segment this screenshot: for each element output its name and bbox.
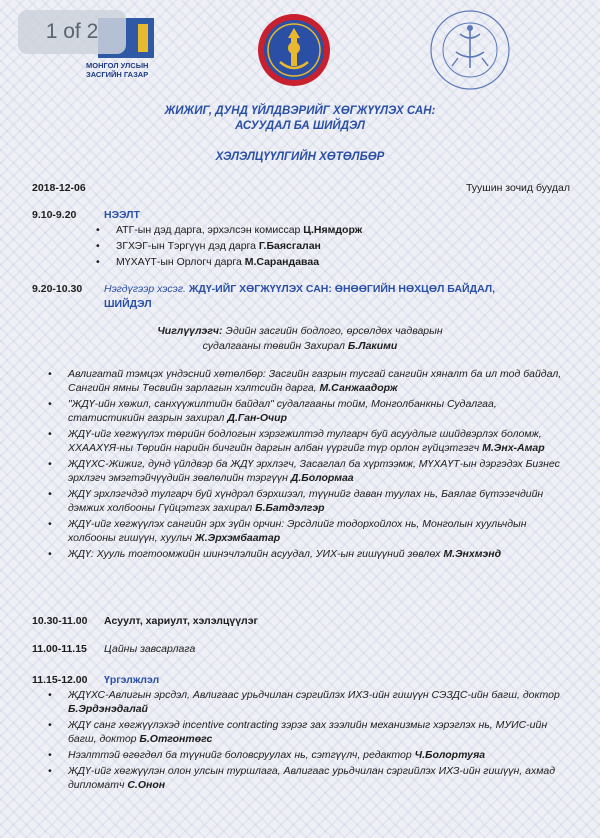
list-item: • Авлигатай тэмцэх үндэсний хөтөлбөр: Засгийн газрын тусгай сангийн хяналт ба ил тод байдал, Сангийн ямны Төсвийн зарлагын хэлтсийн дарга, М.Санжаадорж <box>44 367 574 395</box>
opening-speakers-list <box>92 223 572 271</box>
session-heading: Нэгдүгээр хэсэг. ЖДҮ-ИЙГ ХӨГЖҮҮЛЭХ САН: ӨНӨӨГИЙН НӨХЦӨЛ БАЙДАЛ, <box>104 283 496 295</box>
moderator-block: Чиглүүлэгч: Эдийн засгийн бодлого, өрсөлдөх чадварын судалгааны төвийн Захирал Б.Лакими <box>157 325 443 352</box>
session-time: 10.30-11.00 <box>32 615 88 627</box>
list-item: • ЖДҮ санг хөгжүүлэхэд incentive contracting зэрэг зах зээлийн механизмыг хэрэглэх нь, МУИС-ийн багш, доктор Б.Отгонтөгс <box>44 718 574 746</box>
list-item: • ЖДҮ-ийг хөгжүүлэн олон улсын туршлага, Авлигаас урьдчилан сэргийлэх ИХЗ-ийн гишүүн, ахмад дипломатч С.Онон <box>44 764 574 792</box>
list-item: • АТГ-ын дэд дарга, эрхэлсэн комиссар Ц.Нямдорж <box>92 223 572 237</box>
list-item: • ЗГХЭГ-ын Тэргүүн дэд дарга Г.Баясгалан <box>92 239 572 253</box>
event-date: 2018-12-06 <box>32 182 86 194</box>
session-time: 11.15-12.00 <box>32 674 88 686</box>
list-item: • ЖДҮХС-Авлигын эрсдэл, Авлигаас урьдчилан сэргийлэх ИХЗ-ийн гишүүн СЭЗДС-ийн багш, доктор Б.Эрдэнэдалай <box>44 688 574 716</box>
document-subtitle: ХЭЛЭЛЦҮҮЛГИЙН ХӨТӨЛБӨР <box>215 151 385 163</box>
page-indicator: 1 of 2 <box>18 10 126 54</box>
continuation-list <box>44 688 574 794</box>
mongolia-state-emblem-icon <box>256 12 332 88</box>
list-item: • ЖДҮ-ийг хөгжүүлэх төрийн бодлогын хэрэгжилтэд тулгарч буй асуудлыг шийдвэрлэх боломж, ХХААХҮЯ-ны Төрийн нарийн бичгийн даргын албан үүргийг түр орлон гүйцэтгэгч М.Энх-Амар <box>44 427 574 455</box>
session-heading-line2: ШИЙДЭЛ <box>104 298 152 310</box>
list-item: • ЖДҮ эрхлэгчдэд тулгарч буй хүндрэл бэрхшээл, түүнийг даван туулах нь, Баялаг бүтээгчдийн дэмжих холбооны Гүйцэтгэх захирал Б.Батдэлгэр <box>44 487 574 515</box>
list-item: • "ЖДҮ-ийн хөжил, санхүүжилтийн байдал" судалгааны тойм, Монголбанкны Судалгаа, статистикийн газрын захирал Д.Ган-Очир <box>44 397 574 425</box>
session-time: 11.00-11.15 <box>32 643 87 655</box>
session-name: Үргэлжлэл <box>104 674 160 686</box>
session-name: НЭЭЛТ <box>104 209 140 221</box>
government-logo-text: МОНГОЛ УЛСЫН ЗАСГИЙН ГАЗАР <box>86 61 149 79</box>
event-venue: Туушин зочид буудал <box>465 182 570 194</box>
list-item: • ЖДҮ-ийг хөгжүүлэх сангийн эрх зүйн орчин: Эрсдлийг тодорхойлох нь, Монголын хуульчдын холбооны гишүүн, хуульч Ж.Эрхэмбаатар <box>44 517 574 545</box>
document-title-line1: ЖИЖИГ, ДУНД ҮЙЛДВЭРИЙГ ХӨГЖҮҮЛЭХ САН: <box>164 105 436 117</box>
list-item: • ЖДҮХС-Жижиг, дунд үйлдвэр ба ЖДҮ эрхлэгч, Засаглал ба хүртээмж, МҮХАҮТ-ын дэргэдэх Бизнес эрхлэгч эмэгтэйчүүдийн зөвлөлийн тэргүүн Д.Болормаа <box>44 457 574 485</box>
session-name: Цайны завсарлага <box>104 643 196 655</box>
presentations-list <box>44 367 574 563</box>
list-item: • Нээлттэй өгөгдөл ба түүнийг боловсруулах нь, сэтгүүлч, редактор Ч.Болортуяа <box>44 748 574 762</box>
list-item: • МҮХАҮТ-ын Орлогч дарга М.Сарандаваа <box>92 255 572 269</box>
session-time: 9.10-9.20 <box>32 209 77 221</box>
session-time: 9.20-10.30 <box>32 283 83 295</box>
document-title-line2: АСУУДАЛ БА ШИЙДЭЛ <box>235 120 365 132</box>
session-name: Асуулт, хариулт, хэлэлцүүлэг <box>104 615 258 627</box>
list-item: • ЖДҮ: Хууль тогтоомжийн шинэчлэлийн асуудал, УИХ-ын гишүүний зөвлөх М.Энхмэнд <box>44 547 574 561</box>
sme-fund-seal-icon <box>428 8 512 92</box>
